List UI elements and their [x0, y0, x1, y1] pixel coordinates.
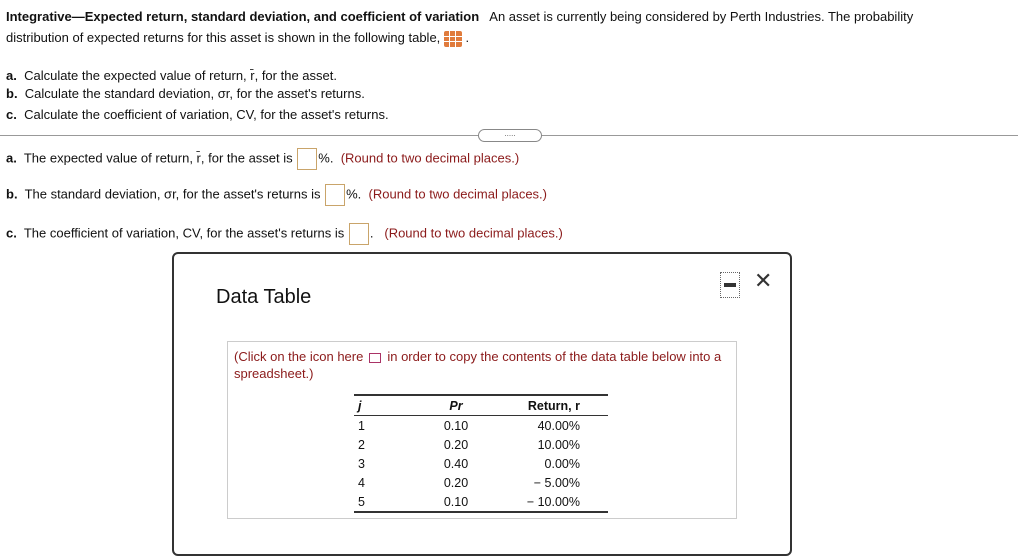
- cell: 0.40: [443, 456, 469, 471]
- cell: 1: [358, 418, 365, 433]
- close-icon[interactable]: ✕: [754, 268, 773, 293]
- cell: − 10.00%: [500, 492, 608, 512]
- task-b: [6, 86, 365, 101]
- intro-line-2: [6, 30, 469, 47]
- data-table-panel: [227, 341, 737, 519]
- problem-header: [6, 9, 913, 24]
- cell: 40.00%: [537, 418, 580, 433]
- task-a: [6, 68, 337, 83]
- task-text: Calculate the standard deviation, σr, for the asset's returns.: [24, 86, 365, 101]
- copy-note: [234, 348, 724, 382]
- answer-letter: b.: [6, 186, 18, 202]
- standard-deviation-input[interactable]: [325, 184, 345, 206]
- answer-text: The standard deviation, σr, for the asset's returns is: [24, 186, 321, 202]
- expected-return-input[interactable]: [297, 148, 317, 170]
- answer-text: The coefficient of variation, CV, for the asset's returns is: [23, 225, 345, 241]
- data-table-icon[interactable]: [444, 31, 462, 47]
- answer-c: [6, 223, 563, 245]
- intro-text: An asset is currently being considered by Perth Industries. The probability: [489, 9, 914, 24]
- cell: 0.20: [443, 475, 469, 490]
- task-text: Calculate the coefficient of variation, CV, for the asset's returns.: [24, 107, 389, 122]
- cell: 3: [358, 456, 365, 471]
- answer-unit: %.: [346, 186, 362, 202]
- cell: 4: [358, 475, 365, 490]
- round-hint: (Round to two decimal places.): [368, 186, 548, 202]
- table-row: [354, 435, 608, 454]
- answer-unit: %.: [318, 150, 334, 166]
- cell: 0.20: [443, 437, 469, 452]
- minimize-button[interactable]: [720, 272, 740, 298]
- table-row: [354, 454, 608, 473]
- coefficient-of-variation-input[interactable]: [349, 223, 369, 245]
- cell: 0.10: [412, 492, 500, 512]
- table-row: [354, 473, 608, 492]
- answer-letter: c.: [6, 225, 17, 241]
- copy-icon[interactable]: [369, 353, 381, 363]
- intro-end: .: [465, 30, 470, 45]
- note-text: (Click on the icon here: [234, 349, 364, 364]
- column-header-j: j: [354, 395, 412, 416]
- table-header: [354, 395, 608, 416]
- cell: 10.00%: [537, 437, 580, 452]
- task-letter: a.: [6, 68, 17, 83]
- dialog-title: Data Table: [216, 286, 312, 308]
- note-text: in order to copy the contents of the data table below into a spreadsheet.): [234, 349, 722, 381]
- intro-text-2: distribution of expected returns for this asset is shown in the following table,: [6, 30, 441, 45]
- answer-text: The expected value of return, r̄, for the asset is: [23, 150, 293, 166]
- cell: 0.10: [443, 418, 469, 433]
- problem-title: Integrative—Expected return, standard deviation, and coefficient of variation: [6, 9, 480, 24]
- task-letter: c.: [6, 107, 17, 122]
- task-text: Calculate the expected value of return, r̄, for the asset.: [24, 68, 337, 83]
- data-table-dialog: [172, 252, 792, 556]
- cell: 5: [354, 492, 412, 512]
- answer-letter: a.: [6, 150, 17, 166]
- table-row: [354, 492, 608, 512]
- column-header-return: Return, r: [500, 395, 608, 416]
- answer-a: [6, 148, 519, 170]
- cell: 0.00%: [544, 456, 580, 471]
- task-letter: b.: [6, 86, 18, 101]
- round-hint: (Round to two decimal places.): [384, 225, 563, 241]
- task-c: [6, 107, 389, 122]
- cell: 2: [358, 437, 365, 452]
- cell: − 5.00%: [533, 475, 580, 490]
- answer-b: [6, 184, 547, 206]
- answer-unit: .: [369, 225, 374, 241]
- column-header-pr: Pr: [412, 395, 500, 416]
- round-hint: (Round to two decimal places.): [340, 150, 520, 166]
- returns-table: [354, 394, 608, 513]
- divider-drag-handle[interactable]: .....: [478, 129, 542, 142]
- table-row: [354, 416, 608, 436]
